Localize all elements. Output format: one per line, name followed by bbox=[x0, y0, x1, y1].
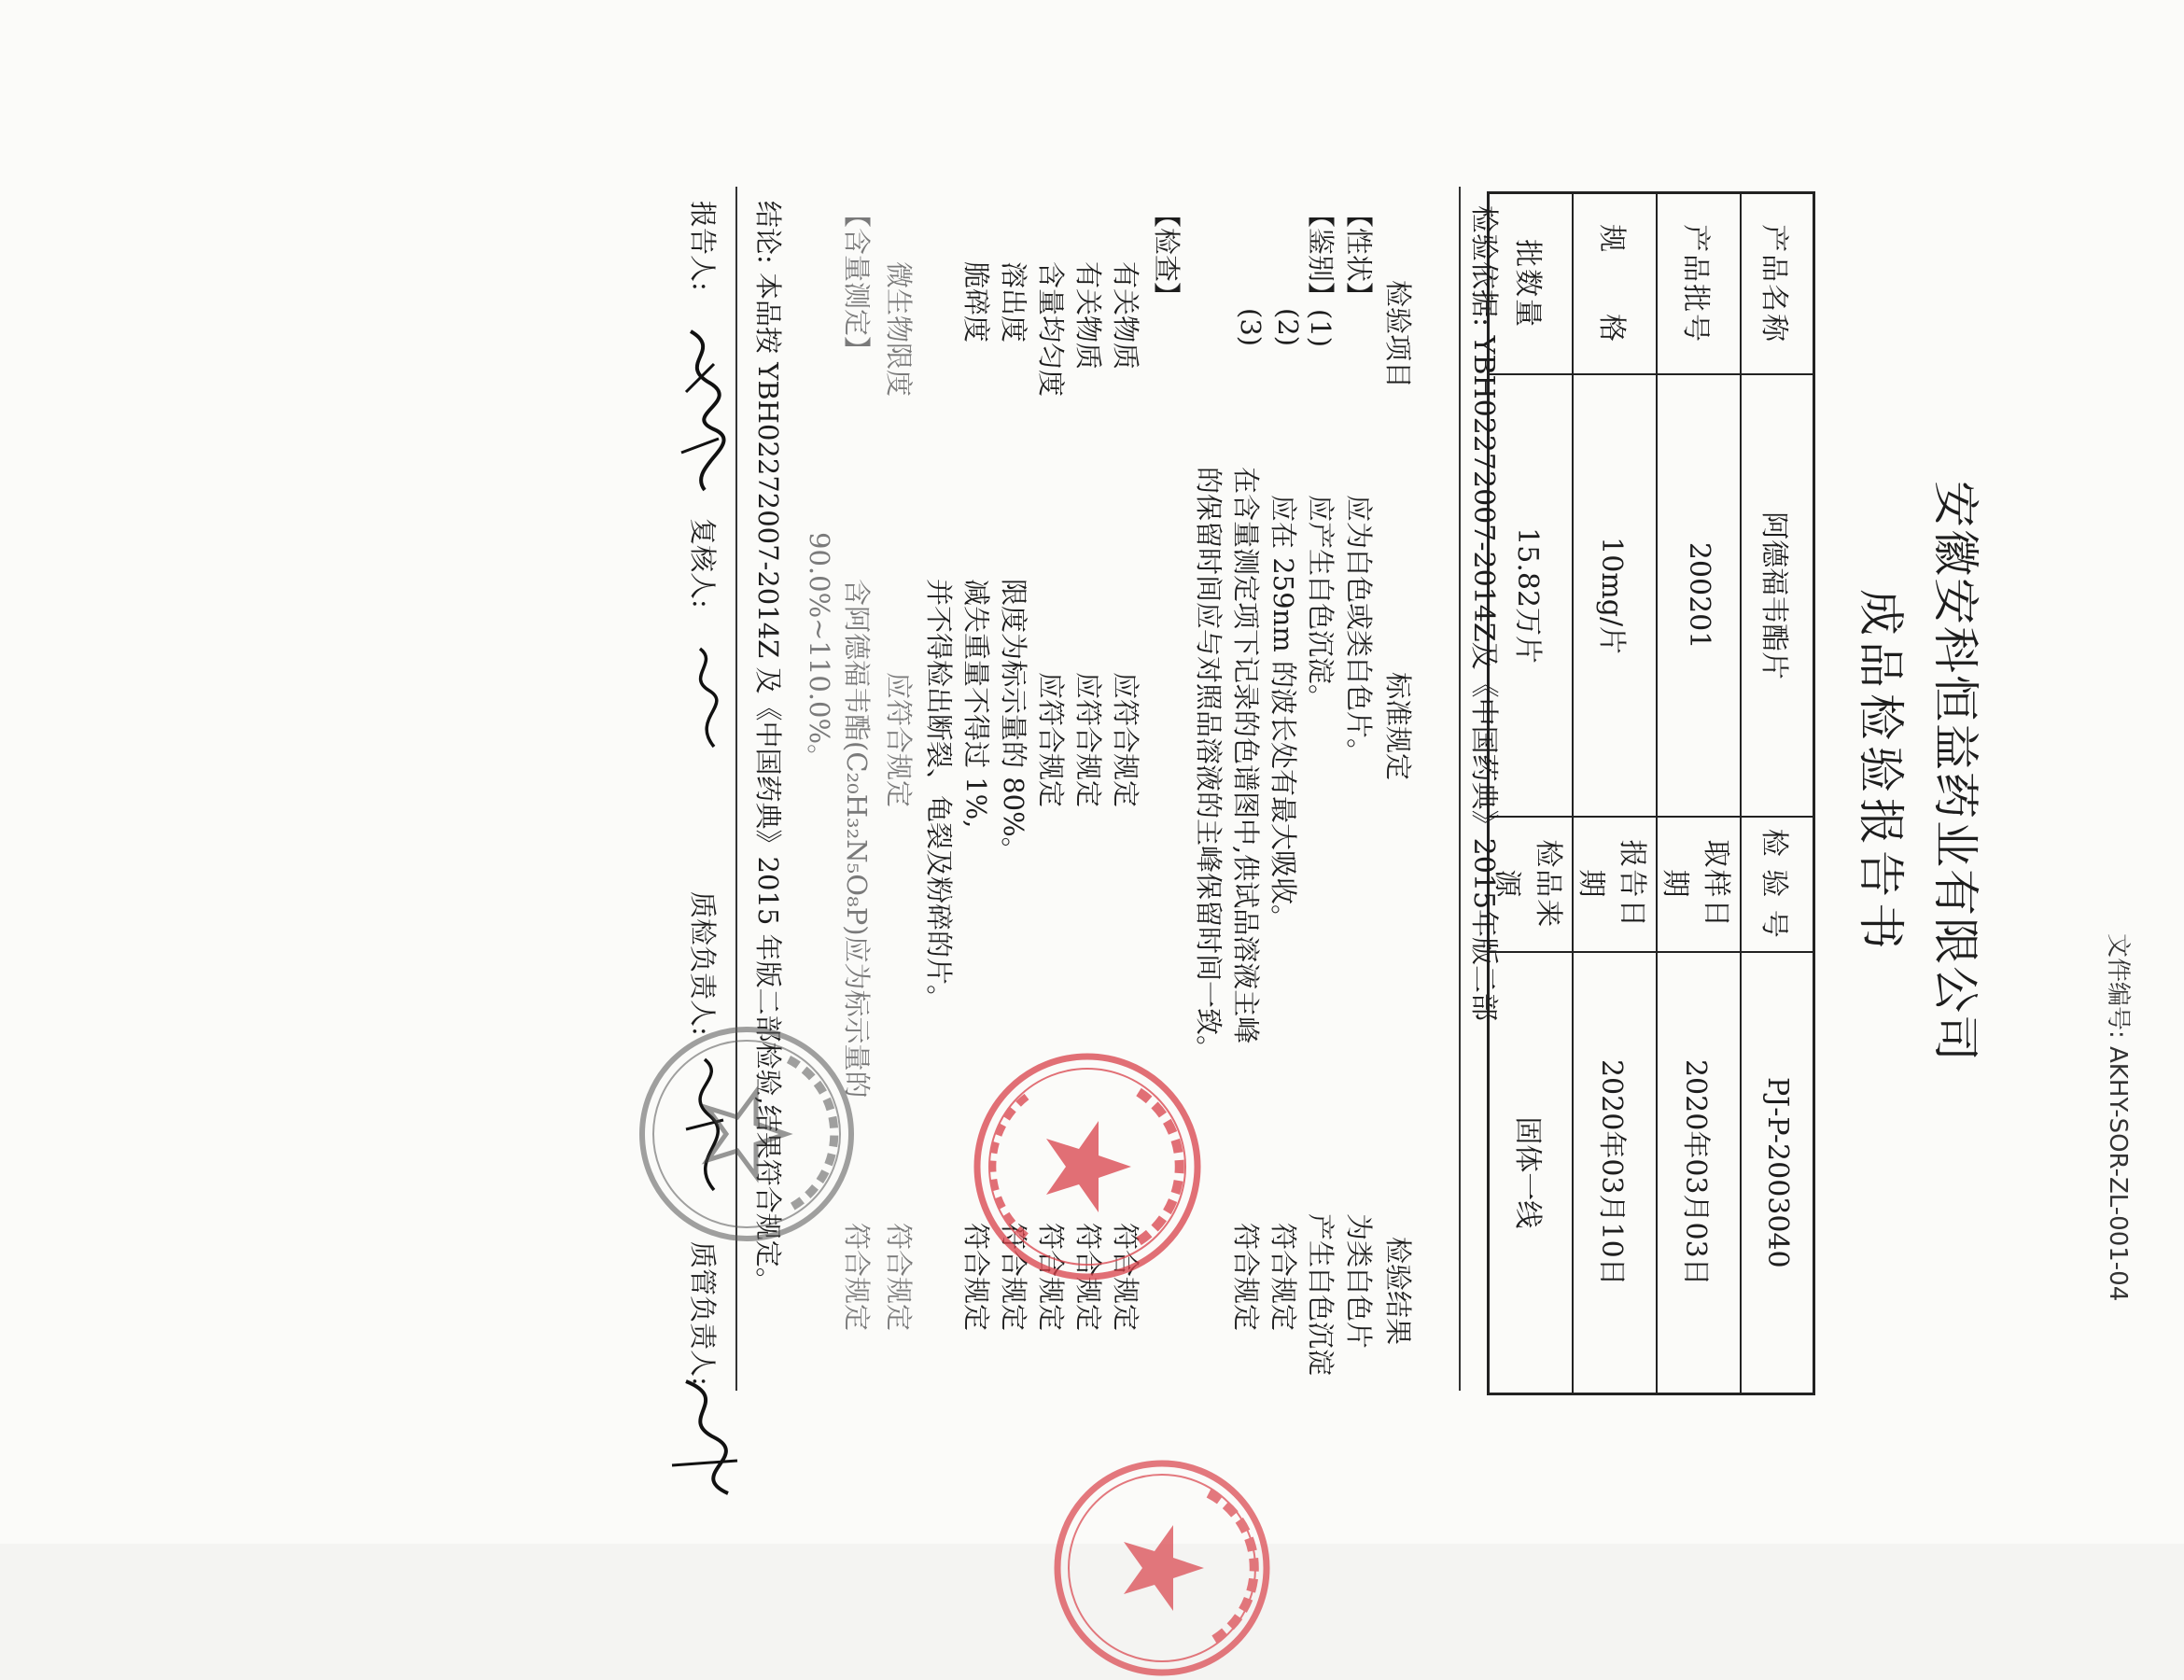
red-inspection-stamp-1 bbox=[971, 1050, 1204, 1283]
std-dissolution: 限度为标示量的 80%。 bbox=[998, 579, 1029, 864]
std-identification-3a: 在含量测定项下记录的色谱图中,供试品溶液主峰 bbox=[1230, 467, 1262, 1044]
company-name: 安徽安科恒益药业有限公司 bbox=[1928, 481, 1982, 1063]
grey-quality-stamp bbox=[635, 1022, 859, 1246]
item-content-uniformity: 含量均匀度 bbox=[1035, 261, 1067, 398]
test-no-value: PJ-P-2003040 bbox=[1742, 952, 1814, 1394]
qa-head-signature bbox=[667, 1372, 742, 1503]
std-related-substances-2: 应符合规定 bbox=[1072, 672, 1104, 808]
item-identification-1: 【鉴别】(1) bbox=[1305, 201, 1337, 348]
divider-top bbox=[1459, 187, 1461, 1391]
table-row bbox=[1658, 193, 1742, 1394]
std-identification-3b: 的保留时间应与对照品溶液的主峰保留时间一致。 bbox=[1193, 467, 1225, 1063]
item-appearance: 【性状】 bbox=[1343, 201, 1375, 310]
spec-value: 10mg/片 bbox=[1574, 374, 1658, 817]
product-info-table bbox=[1488, 191, 1816, 1395]
report-date-value: 2020年03月10日 bbox=[1574, 952, 1658, 1394]
qa-head-label: 质管负责人: bbox=[687, 1241, 719, 1386]
column-header-standard: 标准规定 bbox=[1382, 672, 1414, 781]
conclusion: 结论: 本品按 YBH02272007-2014Z 及《中国药典》2015 年版二部检验,结果符合规定。 bbox=[752, 201, 784, 1295]
std-friability-1: 减失重量不得过 1%, bbox=[960, 579, 992, 829]
std-assay-1: 含阿德福韦酯(C₂₀H₃₂N₅O₈P)应为标示量的 bbox=[841, 579, 873, 1099]
reporter-label: 报告人: bbox=[687, 201, 719, 291]
result-appearance: 为类白色片 bbox=[1343, 1213, 1375, 1350]
report-date-label: 报告日期 bbox=[1574, 817, 1658, 952]
report-title: 成品检验报告书 bbox=[1854, 589, 1908, 955]
section-checks: 【检查】 bbox=[1151, 201, 1183, 310]
std-identification-2: 应在 259nm 的波长处有最大吸收。 bbox=[1267, 495, 1299, 931]
std-related-substances-1: 应符合规定 bbox=[1110, 672, 1141, 808]
batch-label: 产品批号 bbox=[1658, 193, 1742, 375]
column-header-result: 检验结果 bbox=[1382, 1237, 1414, 1346]
product-name-label: 产品名称 bbox=[1742, 193, 1814, 375]
reviewer-signature bbox=[677, 644, 733, 756]
std-microbial-limit: 应符合规定 bbox=[883, 672, 915, 808]
result-identification-3: 符合规定 bbox=[1230, 1223, 1262, 1332]
result-friability: 符合规定 bbox=[960, 1223, 992, 1332]
quantity-label: 批数量 bbox=[1489, 193, 1574, 375]
table-row bbox=[1574, 193, 1658, 1394]
product-name-value: 阿德福韦酯片 bbox=[1742, 374, 1814, 817]
column-header-item: 检验项目 bbox=[1382, 280, 1414, 389]
result-identification-2: 符合规定 bbox=[1267, 1223, 1299, 1332]
reporter-signature bbox=[667, 327, 733, 495]
test-no-label: 检 验 号 bbox=[1742, 817, 1814, 952]
item-dissolution: 溶出度 bbox=[998, 261, 1029, 343]
std-identification-1: 应产生白色沉淀。 bbox=[1305, 495, 1337, 712]
result-dissolution: 符合规定 bbox=[998, 1223, 1029, 1332]
red-inspection-stamp-2 bbox=[1050, 1456, 1274, 1680]
sample-date-label: 取样日期 bbox=[1658, 817, 1742, 952]
result-identification-1: 产生白色沉淀 bbox=[1305, 1213, 1337, 1377]
reviewer-label: 复核人: bbox=[687, 518, 719, 609]
test-basis: 检验依据: YBH02272007-2014Z及《中国药典》2015年版二部 bbox=[1467, 205, 1500, 1022]
item-friability: 脆碎度 bbox=[960, 261, 992, 343]
table-row bbox=[1742, 193, 1814, 1394]
item-microbial-limit: 微生物限度 bbox=[883, 261, 915, 398]
std-friability-2: 并不得检出断裂、龟裂及粉碎的片。 bbox=[923, 579, 955, 1013]
item-related-substances-1: 有关物质 bbox=[1110, 261, 1141, 371]
file-number: 文件编号: AKHY-SOR-ZL-001-04 bbox=[2104, 933, 2132, 1302]
result-assay: 符合规定 bbox=[841, 1223, 873, 1332]
source-label: 检品来源 bbox=[1489, 817, 1574, 952]
std-appearance: 应为白色或类白色片。 bbox=[1343, 495, 1375, 766]
result-microbial-limit: 符合规定 bbox=[883, 1223, 915, 1332]
result-related-substances-1: 符合规定 bbox=[1110, 1223, 1141, 1332]
source-value: 固体一线 bbox=[1489, 952, 1574, 1394]
result-related-substances-2: 符合规定 bbox=[1072, 1223, 1104, 1332]
item-assay: 【含量测定】 bbox=[841, 201, 873, 364]
item-related-substances-2: 有关物质 bbox=[1072, 261, 1104, 371]
sample-date-value: 2020年03月03日 bbox=[1658, 952, 1742, 1394]
item-identification-3: (3) bbox=[1235, 308, 1267, 347]
spec-label: 规 格 bbox=[1574, 193, 1658, 375]
result-content-uniformity: 符合规定 bbox=[1035, 1223, 1067, 1332]
quantity-value: 15.82万片 bbox=[1489, 374, 1574, 817]
batch-value: 200201 bbox=[1658, 374, 1742, 817]
std-assay-2: 90.0%~110.0%。 bbox=[804, 532, 835, 772]
item-identification-2: (2) bbox=[1272, 308, 1304, 347]
qc-head-label: 质检负责人: bbox=[687, 891, 719, 1036]
std-content-uniformity: 应符合规定 bbox=[1035, 672, 1067, 808]
